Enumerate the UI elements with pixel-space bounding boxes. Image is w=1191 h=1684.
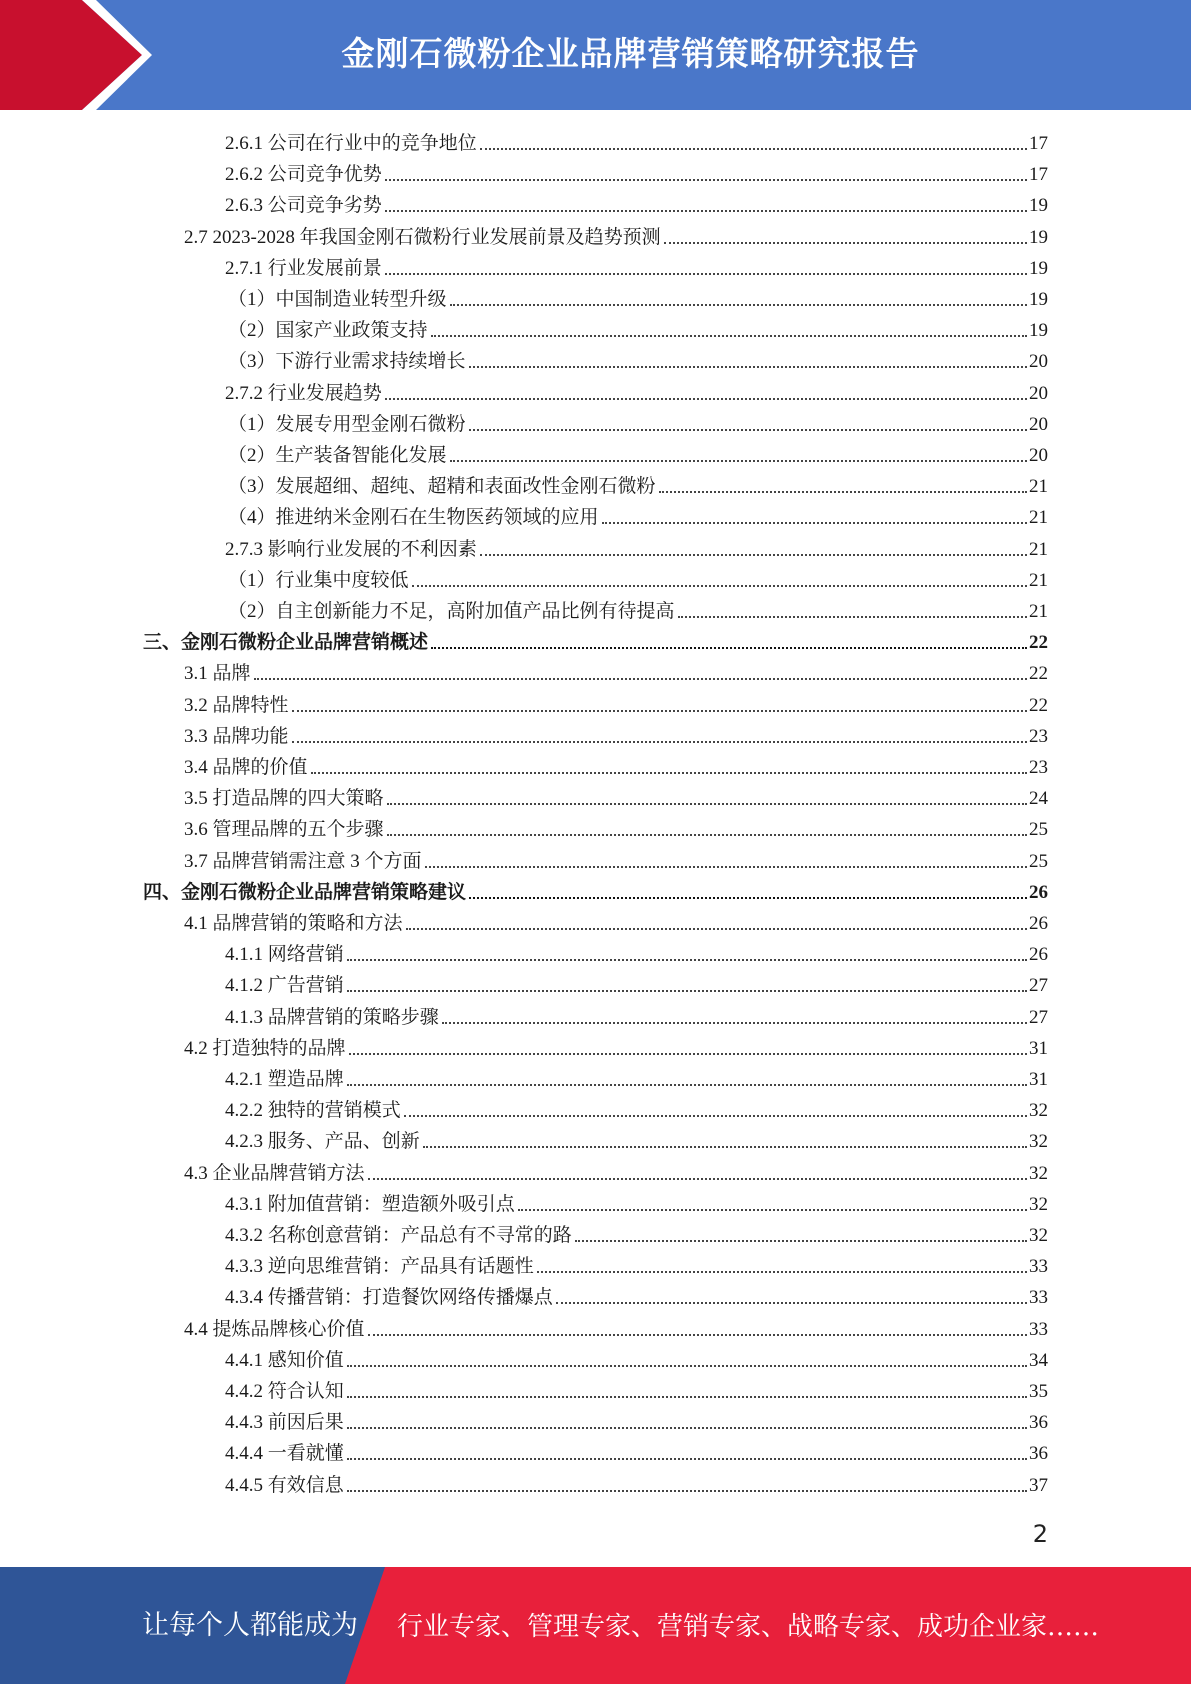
toc-entry-title: 3.4 品牌的价值 bbox=[184, 757, 308, 778]
page-number: 2 bbox=[1032, 1520, 1048, 1548]
toc-entry-title: 4.4.5 有效信息 bbox=[225, 1474, 344, 1496]
toc-entry[interactable] bbox=[0, 377, 1191, 408]
toc-entry-title: 4.3.4 传播营销：打造餐饮网络传播爆点 bbox=[225, 1287, 553, 1309]
toc-entry-page: 27 bbox=[1029, 1006, 1048, 1028]
toc-entry-page: 19 bbox=[1029, 195, 1048, 217]
toc-dot-leader bbox=[450, 304, 1027, 306]
toc-entry-title: 3.6 管理品牌的五个步骤 bbox=[184, 819, 384, 841]
toc-dot-leader bbox=[349, 1053, 1027, 1055]
header-banner bbox=[0, 0, 1191, 110]
toc-entry[interactable] bbox=[0, 564, 1191, 595]
toc-entry[interactable] bbox=[0, 314, 1191, 345]
toc-dot-leader bbox=[406, 928, 1027, 930]
toc-dot-leader bbox=[423, 1146, 1027, 1148]
toc-dot-leader bbox=[347, 1458, 1027, 1460]
toc-dot-leader bbox=[659, 491, 1027, 493]
toc-entry[interactable] bbox=[0, 283, 1191, 314]
toc-dot-leader bbox=[387, 834, 1027, 836]
toc-entry[interactable] bbox=[0, 1188, 1191, 1219]
toc-entry[interactable] bbox=[0, 439, 1191, 470]
toc-entry-title: 2.6.2 公司竞争优势 bbox=[225, 164, 382, 186]
toc-entry-title: 4.4.3 前因后果 bbox=[225, 1412, 344, 1434]
toc-entry[interactable] bbox=[0, 189, 1191, 220]
toc-dot-leader bbox=[292, 741, 1027, 743]
toc-entry[interactable] bbox=[0, 158, 1191, 189]
toc-dot-leader bbox=[425, 866, 1027, 868]
toc-entry-page: 21 bbox=[1029, 601, 1048, 622]
toc-entry[interactable] bbox=[0, 938, 1191, 969]
toc-dot-leader bbox=[292, 710, 1027, 712]
toc-entry-title: 4.2.2 独特的营销模式 bbox=[225, 1100, 401, 1122]
toc-entry-page: 32 bbox=[1029, 1100, 1048, 1122]
toc-entry-page: 33 bbox=[1029, 1256, 1048, 1278]
toc-entry[interactable] bbox=[0, 689, 1191, 720]
toc-dot-leader bbox=[347, 1427, 1027, 1429]
toc-entry[interactable] bbox=[0, 501, 1191, 532]
toc-dot-leader bbox=[347, 959, 1027, 961]
toc-entry[interactable] bbox=[0, 1063, 1191, 1094]
footer-slogan-right: 行业专家、管理专家、营销专家、战略专家、成功企业家…… bbox=[397, 1612, 1100, 1642]
toc-dot-leader bbox=[387, 803, 1027, 805]
toc-dot-leader bbox=[368, 1178, 1027, 1180]
toc-entry-page: 21 bbox=[1029, 569, 1048, 591]
toc-dot-leader bbox=[518, 1209, 1027, 1211]
toc-entry-page: 22 bbox=[1029, 694, 1048, 716]
toc-entry[interactable] bbox=[0, 595, 1191, 626]
toc-entry-title: 4.4.1 感知价值 bbox=[225, 1349, 344, 1371]
toc-entry-title: 4.4.2 符合认知 bbox=[225, 1381, 344, 1402]
toc-entry-title: 4.2.3 服务、产品、创新 bbox=[225, 1131, 420, 1153]
toc-entry-title: 4.1.3 品牌营销的策略步骤 bbox=[225, 1006, 439, 1028]
toc-entry-title: 2.7.1 行业发展前景 bbox=[225, 257, 382, 279]
toc-entry-title: 四、金刚石微粉企业品牌营销策略建议 bbox=[143, 881, 467, 903]
toc-entry-title: （1）行业集中度较低 bbox=[228, 569, 409, 591]
toc-entry[interactable] bbox=[0, 1219, 1191, 1250]
toc-entry[interactable] bbox=[0, 1250, 1191, 1281]
toc-entry-page: 26 bbox=[1029, 944, 1048, 966]
toc-dot-leader bbox=[469, 897, 1027, 899]
toc-entry-page: 33 bbox=[1029, 1287, 1048, 1309]
toc-entry[interactable] bbox=[0, 876, 1191, 907]
toc-entry-title: （1）中国制造业转型升级 bbox=[228, 289, 447, 310]
toc-entry-page: 31 bbox=[1029, 1037, 1048, 1059]
toc-entry[interactable] bbox=[0, 657, 1191, 688]
toc-entry-page: 17 bbox=[1029, 133, 1048, 154]
toc-entry[interactable] bbox=[0, 470, 1191, 501]
toc-entry-title: 4.3 企业品牌营销方法 bbox=[184, 1162, 365, 1184]
toc-entry-title: 2.6.3 公司竞争劣势 bbox=[225, 195, 382, 217]
toc-dot-leader bbox=[385, 398, 1027, 400]
toc-entry-title: （3）发展超细、超纯、超精和表面改性金刚石微粉 bbox=[228, 476, 656, 498]
toc-entry-title: 三、金刚石微粉企业品牌营销概述 bbox=[143, 632, 429, 654]
toc-entry-title: 4.1 品牌营销的策略和方法 bbox=[184, 913, 403, 934]
toc-dot-leader bbox=[431, 335, 1027, 337]
toc-entry[interactable] bbox=[0, 782, 1191, 813]
toc-dot-leader bbox=[385, 273, 1027, 275]
toc-entry-title: 2.6.1 公司在行业中的竞争地位 bbox=[225, 133, 477, 154]
toc-dot-leader bbox=[347, 990, 1027, 992]
toc-entry[interactable] bbox=[0, 1313, 1191, 1344]
toc-entry-page: 25 bbox=[1029, 819, 1048, 841]
toc-entry[interactable] bbox=[0, 720, 1191, 751]
toc-entry-page: 25 bbox=[1029, 850, 1048, 872]
toc-dot-leader bbox=[664, 242, 1027, 244]
toc-entry-page: 32 bbox=[1029, 1162, 1048, 1184]
toc-entry[interactable] bbox=[0, 751, 1191, 782]
toc-entry-title: 2.7.2 行业发展趋势 bbox=[225, 382, 382, 404]
toc-entry-title: 3.2 品牌特性 bbox=[184, 694, 289, 716]
toc-entry-page: 32 bbox=[1029, 1131, 1048, 1153]
toc-entry-title: 4.4.4 一看就懂 bbox=[225, 1443, 344, 1465]
toc-dot-leader bbox=[347, 1490, 1027, 1492]
toc-entry-page: 20 bbox=[1029, 445, 1048, 466]
toc-entry-page: 27 bbox=[1029, 975, 1048, 997]
toc-entry-page: 26 bbox=[1029, 913, 1048, 934]
toc-entry[interactable] bbox=[0, 1094, 1191, 1125]
toc-dot-leader bbox=[311, 772, 1027, 774]
toc-entry-title: 4.3.2 名称创意营销：产品总有不寻常的路 bbox=[225, 1225, 572, 1246]
toc-entry[interactable] bbox=[0, 345, 1191, 376]
toc-entry-title: 4.4 提炼品牌核心价值 bbox=[184, 1318, 365, 1340]
toc-entry[interactable] bbox=[0, 1125, 1191, 1156]
toc-entry[interactable] bbox=[0, 626, 1191, 657]
toc-entry-page: 32 bbox=[1029, 1225, 1048, 1246]
toc-entry[interactable] bbox=[0, 1001, 1191, 1032]
toc-entry-page: 32 bbox=[1029, 1193, 1048, 1215]
toc-entry-title: 4.2.1 塑造品牌 bbox=[225, 1069, 344, 1090]
toc-entry[interactable] bbox=[0, 127, 1191, 158]
toc-entry-page: 21 bbox=[1029, 476, 1048, 498]
toc-entry-title: （4）推进纳米金刚石在生物医药领域的应用 bbox=[228, 507, 599, 529]
toc-dot-leader bbox=[537, 1271, 1027, 1273]
toc-entry-page: 23 bbox=[1029, 757, 1048, 778]
toc-entry-title: （2）自主创新能力不足，高附加值产品比例有待提高 bbox=[228, 601, 675, 622]
toc-entry-title: 4.3.1 附加值营销：塑造额外吸引点 bbox=[225, 1193, 515, 1215]
toc-dot-leader bbox=[385, 210, 1027, 212]
toc-entry[interactable] bbox=[0, 1032, 1191, 1063]
toc-entry-page: 21 bbox=[1029, 507, 1048, 529]
toc-dot-leader bbox=[442, 1022, 1027, 1024]
toc-entry-title: 3.1 品牌 bbox=[184, 663, 251, 685]
toc-dot-leader bbox=[469, 366, 1027, 368]
toc-entry[interactable] bbox=[0, 1344, 1191, 1375]
toc-entry-page: 19 bbox=[1029, 257, 1048, 279]
toc-entry[interactable] bbox=[0, 1375, 1191, 1406]
toc-entry-page: 17 bbox=[1029, 164, 1048, 186]
toc-entry-page: 20 bbox=[1029, 382, 1048, 404]
toc-dot-leader bbox=[412, 585, 1027, 587]
footer-slogan-left: 让每个人都能成为 bbox=[142, 1610, 358, 1641]
toc-entry[interactable] bbox=[0, 221, 1191, 252]
toc-dot-leader bbox=[431, 647, 1027, 649]
toc-entry[interactable] bbox=[0, 907, 1191, 938]
toc-dot-leader bbox=[602, 522, 1027, 524]
toc-entry-page: 19 bbox=[1029, 320, 1048, 342]
toc-entry-title: （2）生产装备智能化发展 bbox=[228, 445, 447, 466]
toc-dot-leader bbox=[575, 1240, 1027, 1242]
toc-entry-page: 21 bbox=[1029, 538, 1048, 560]
toc-dot-leader bbox=[678, 616, 1027, 618]
toc-entry-page: 33 bbox=[1029, 1318, 1048, 1340]
toc-dot-leader bbox=[385, 179, 1027, 181]
toc-dot-leader bbox=[469, 429, 1027, 431]
toc-dot-leader bbox=[254, 678, 1027, 680]
toc-entry-title: 4.2 打造独特的品牌 bbox=[184, 1037, 346, 1059]
toc-dot-leader bbox=[347, 1396, 1027, 1398]
toc-dot-leader bbox=[347, 1084, 1027, 1086]
toc-entry-title: 3.3 品牌功能 bbox=[184, 725, 289, 747]
toc-entry[interactable] bbox=[0, 408, 1191, 439]
toc-entry[interactable] bbox=[0, 533, 1191, 564]
toc-entry-page: 35 bbox=[1029, 1381, 1048, 1402]
toc-dot-leader bbox=[480, 148, 1027, 150]
toc-entry[interactable] bbox=[0, 813, 1191, 844]
toc-entry[interactable] bbox=[0, 1469, 1191, 1500]
toc-entry-title: （2）国家产业政策支持 bbox=[228, 320, 428, 342]
toc-entry-page: 20 bbox=[1029, 413, 1048, 435]
toc-entry-page: 36 bbox=[1029, 1412, 1048, 1434]
toc-entry-title: 3.5 打造品牌的四大策略 bbox=[184, 788, 384, 810]
toc-entry[interactable] bbox=[0, 1437, 1191, 1468]
toc-entry-page: 19 bbox=[1029, 289, 1048, 310]
toc-dot-leader bbox=[368, 1334, 1027, 1336]
toc-entry-page: 31 bbox=[1029, 1069, 1048, 1090]
toc-entry-page: 24 bbox=[1029, 788, 1048, 810]
toc-entry[interactable] bbox=[0, 252, 1191, 283]
toc-dot-leader bbox=[347, 1365, 1027, 1367]
toc-entry-title: （3）下游行业需求持续增长 bbox=[228, 351, 466, 373]
toc-entry-title: 2.7.3 影响行业发展的不利因素 bbox=[225, 538, 477, 560]
footer-banner bbox=[0, 1567, 1191, 1684]
toc-entry-page: 22 bbox=[1029, 663, 1048, 685]
toc-dot-leader bbox=[480, 554, 1027, 556]
toc-entry-title: 4.1.2 广告营销 bbox=[225, 975, 344, 997]
document-title: 金刚石微粉企业品牌营销策略研究报告 bbox=[341, 34, 920, 73]
toc-entry-page: 37 bbox=[1029, 1474, 1048, 1496]
toc-entry[interactable] bbox=[0, 845, 1191, 876]
toc-dot-leader bbox=[404, 1115, 1027, 1117]
toc-entry[interactable] bbox=[0, 1406, 1191, 1437]
toc-entry[interactable] bbox=[0, 1281, 1191, 1312]
toc-entry-title: （1）发展专用型金刚石微粉 bbox=[228, 413, 466, 435]
toc-entry-title: 4.3.3 逆向思维营销：产品具有话题性 bbox=[225, 1256, 534, 1278]
toc-entry-page: 34 bbox=[1029, 1349, 1048, 1371]
toc-dot-leader bbox=[556, 1302, 1027, 1304]
toc-entry-title: 4.1.1 网络营销 bbox=[225, 944, 344, 966]
toc-entry-page: 22 bbox=[1029, 632, 1048, 654]
toc-entry-page: 36 bbox=[1029, 1443, 1048, 1465]
toc-entry-page: 19 bbox=[1029, 226, 1048, 248]
toc-entry[interactable] bbox=[0, 1157, 1191, 1188]
toc-entry-title: 2.7 2023-2028 年我国金刚石微粉行业发展前景及趋势预测 bbox=[184, 226, 661, 248]
toc-entry-page: 20 bbox=[1029, 351, 1048, 373]
toc-entry-title: 3.7 品牌营销需注意 3 个方面 bbox=[184, 850, 422, 872]
toc-dot-leader bbox=[450, 460, 1027, 462]
toc-entry[interactable] bbox=[0, 969, 1191, 1000]
toc-entry-page: 23 bbox=[1029, 725, 1048, 747]
toc-entry-page: 26 bbox=[1029, 881, 1048, 903]
